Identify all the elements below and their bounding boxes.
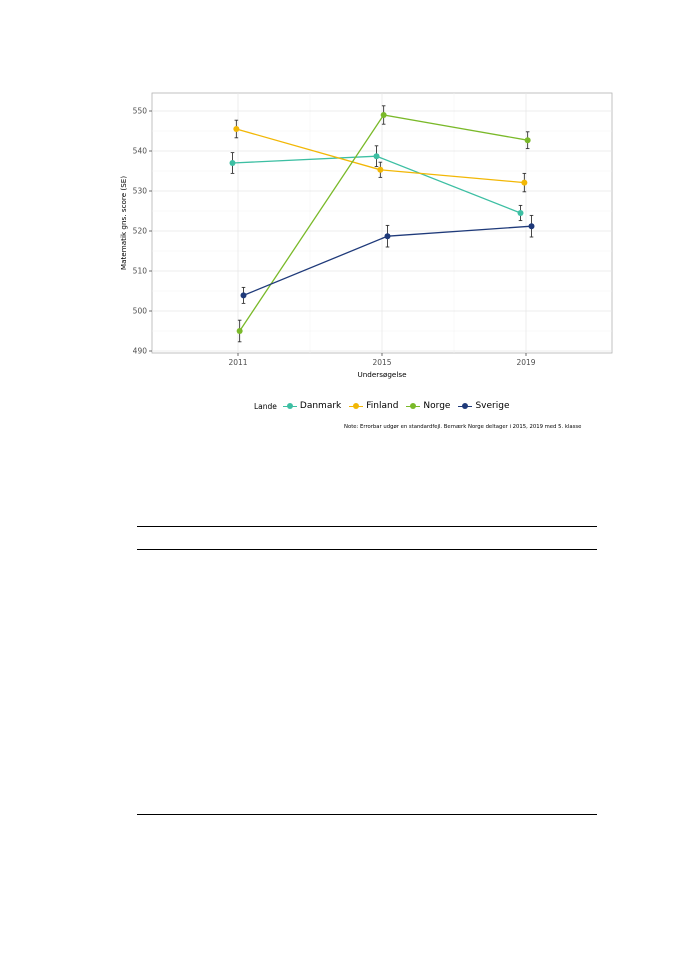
legend-item-sverige <box>458 401 509 411</box>
legend-dot-sverige <box>462 403 468 409</box>
data-point-sverige <box>241 292 247 298</box>
y-tick-label: 550 <box>132 106 147 116</box>
x-tick-label: 2015 <box>372 358 392 367</box>
legend <box>254 399 517 413</box>
y-tick-label: 520 <box>132 226 147 236</box>
table-bottom-rule <box>137 814 597 815</box>
data-point-finland <box>521 180 527 186</box>
legend-label-finland: Finland <box>366 401 399 411</box>
data-point-finland <box>377 167 383 173</box>
data-point-finland <box>233 126 239 132</box>
x-tick-label: 2011 <box>228 358 248 367</box>
data-point-sverige <box>385 233 391 239</box>
y-tick-label: 500 <box>132 306 147 316</box>
legend-item-danmark <box>283 401 341 411</box>
y-tick-label: 490 <box>132 346 147 356</box>
legend-label-norge: Norge <box>423 401 451 411</box>
data-point-danmark <box>518 210 524 216</box>
x-axis <box>228 353 535 367</box>
legend-dot-finland <box>353 403 359 409</box>
legend-item-norge <box>406 401 450 411</box>
legend-item-finland <box>349 401 398 411</box>
x-axis-title: Undersøgelse <box>357 370 407 379</box>
data-point-danmark <box>374 153 380 159</box>
data-point-norge <box>525 137 531 143</box>
legend-label-sverige: Sverige <box>475 401 510 411</box>
legend-key-finland <box>349 401 363 411</box>
legend-key-danmark <box>283 401 297 411</box>
data-point-sverige <box>529 223 535 229</box>
chart-note: Note: Errorbar udgør en standardfejl. Bemærk Norge deltager i 2015, 2019 med 5. klasse <box>344 424 582 430</box>
table-header-rule <box>137 549 597 550</box>
legend-label-danmark: Danmark <box>299 401 342 411</box>
y-tick-label: 540 <box>132 146 147 156</box>
y-tick-label: 510 <box>132 266 147 276</box>
legend-title: Lande <box>254 401 277 411</box>
legend-key-sverige <box>458 401 472 411</box>
data-point-danmark <box>230 160 236 166</box>
x-tick-label: 2019 <box>516 358 536 367</box>
table-top-rule <box>137 526 597 527</box>
y-tick-label: 530 <box>132 186 147 196</box>
legend-dot-norge <box>410 403 416 409</box>
data-point-norge <box>381 112 387 118</box>
legend-key-norge <box>406 401 420 411</box>
y-axis-title: Matematik gns. score (SE) <box>119 175 128 271</box>
legend-dot-danmark <box>287 403 293 409</box>
data-point-norge <box>237 328 243 334</box>
y-axis <box>133 107 152 356</box>
